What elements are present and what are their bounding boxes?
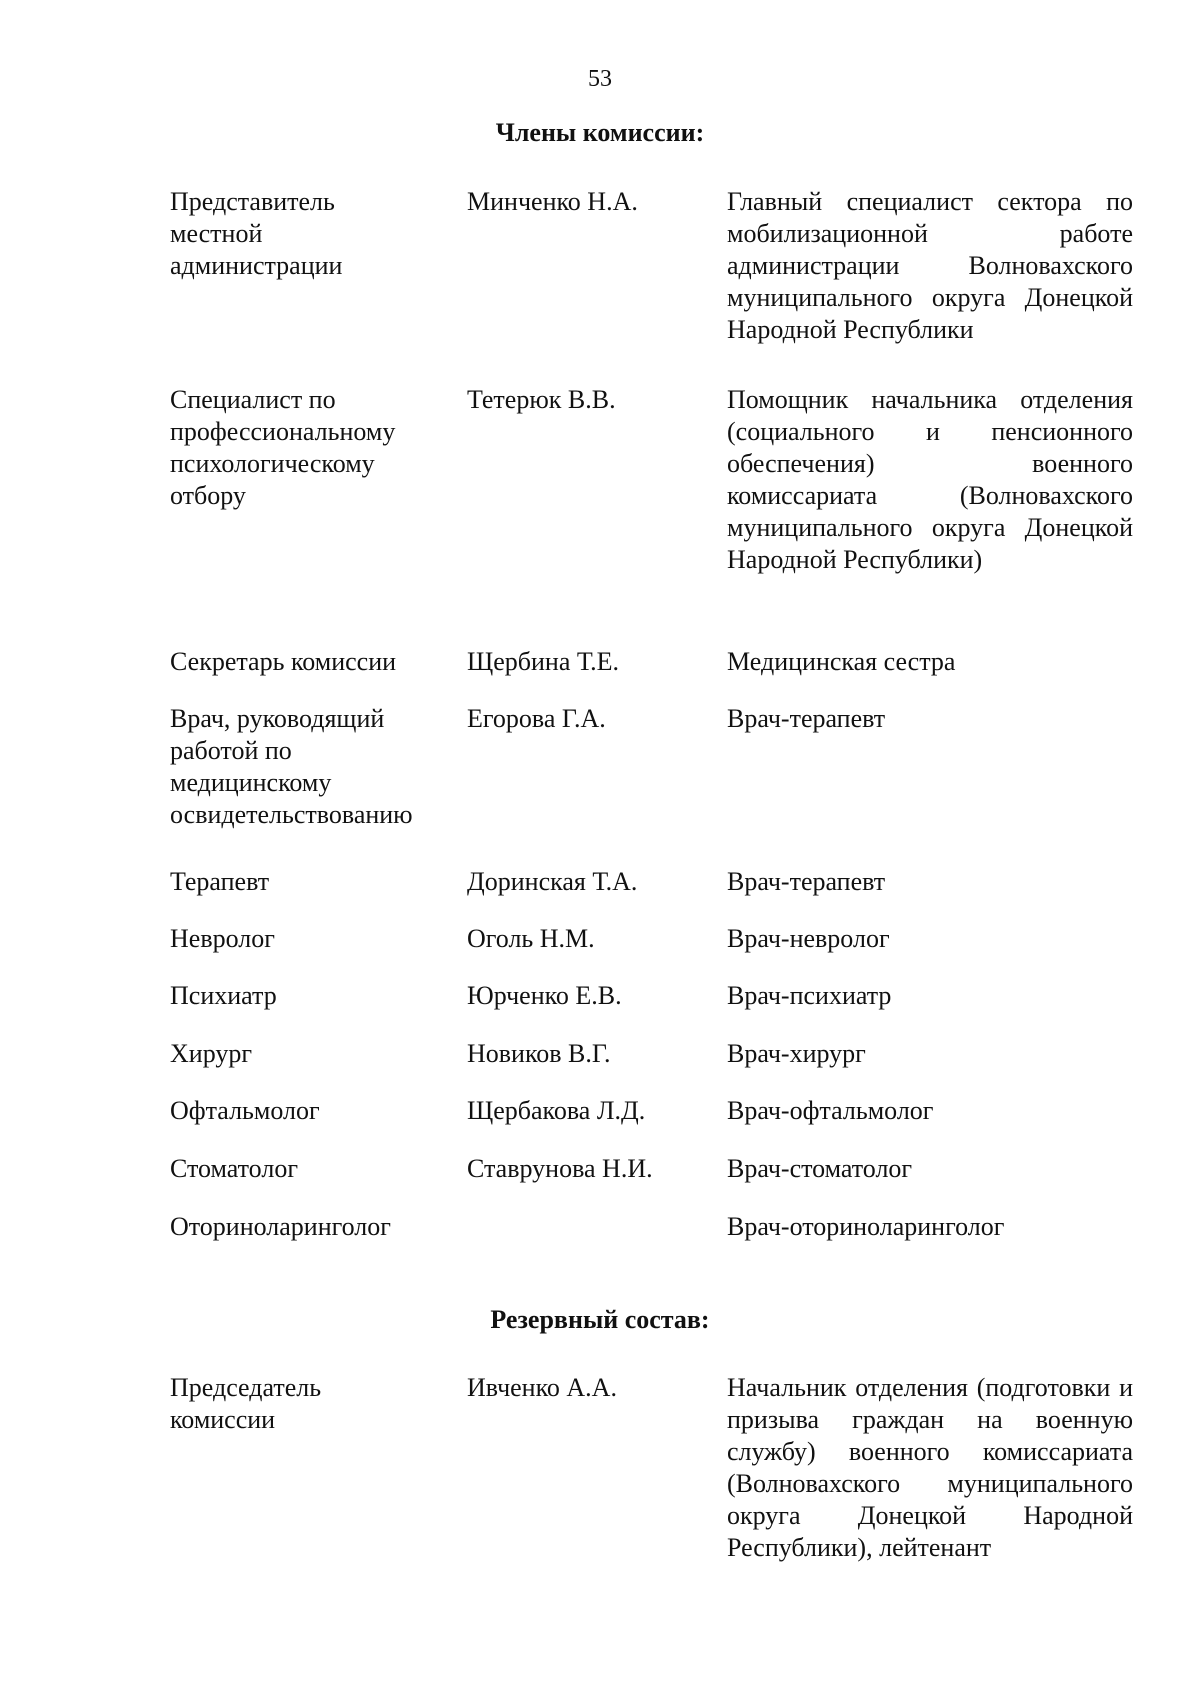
member-role: Психиатр: [170, 981, 277, 1010]
reserve-name: Ивченко А.А.: [467, 1373, 617, 1402]
reserve-heading: Резервный состав:: [490, 1305, 710, 1334]
member-position: Врач-хирург: [727, 1039, 866, 1068]
member-position: Врач-психиатр: [727, 981, 892, 1010]
member-name: Оголь Н.М.: [467, 924, 595, 953]
member-position: Врач-терапевт: [727, 704, 886, 733]
member-name: Доринская Т.А.: [467, 867, 638, 896]
member-position: Врач-невролог: [727, 924, 890, 953]
member-role: Офтальмолог: [170, 1096, 320, 1125]
member-name: Ставрунова Н.И.: [467, 1154, 653, 1183]
reserve-role: Председатель комиссии: [170, 1373, 322, 1434]
member-role: Хирург: [170, 1039, 253, 1068]
member-position: Врач-оториноларинголог: [727, 1212, 1005, 1241]
page-number: 53: [588, 66, 612, 92]
member-position: Медицинская сестра: [727, 647, 956, 676]
member-role: Специалист по профессиональному психологическому отбору: [170, 385, 396, 510]
member-role: Представитель местной администрации: [170, 187, 343, 280]
member-position: Главный специалист сектора по мобилизационной работе администрации Волновахского муниципального округа Донецкой Народной Республики: [727, 187, 1133, 344]
member-role: Стоматолог: [170, 1154, 298, 1183]
member-name: Щербина Т.Е.: [467, 647, 620, 676]
member-role: Невролог: [170, 924, 275, 953]
member-position: Врач-терапевт: [727, 867, 886, 896]
member-position: Врач-стоматолог: [727, 1154, 913, 1183]
member-role: Терапевт: [170, 867, 270, 896]
members-heading: Члены комиссии:: [495, 118, 705, 147]
member-name: Егорова Г.А.: [467, 704, 606, 733]
member-role: Оториноларинголог: [170, 1212, 391, 1241]
member-position: Врач-офтальмолог: [727, 1096, 934, 1125]
member-position: Помощник начальника отделения (социального и пенсионного обеспечения) военного комиссариата (Волновахского муниципального округа Донецкой Народной Республики): [727, 385, 1133, 574]
reserve-position: Начальник отделения (подготовки и призыва граждан на военную службу) военного комиссариата (Волновахского муниципального округа Донецкой Народной Республики), лейтенант: [727, 1373, 1133, 1562]
member-name: Щербакова Л.Д.: [467, 1096, 646, 1125]
member-name: Минченко Н.А.: [467, 187, 638, 216]
member-name: Новиков В.Г.: [467, 1039, 611, 1068]
member-role: Секретарь комиссии: [170, 647, 397, 676]
member-name: Тетерюк В.В.: [467, 385, 616, 414]
member-role: Врач, руководящий работой по медицинскому освидетельствованию: [170, 704, 413, 829]
member-name: Юрченко Е.В.: [467, 981, 622, 1010]
